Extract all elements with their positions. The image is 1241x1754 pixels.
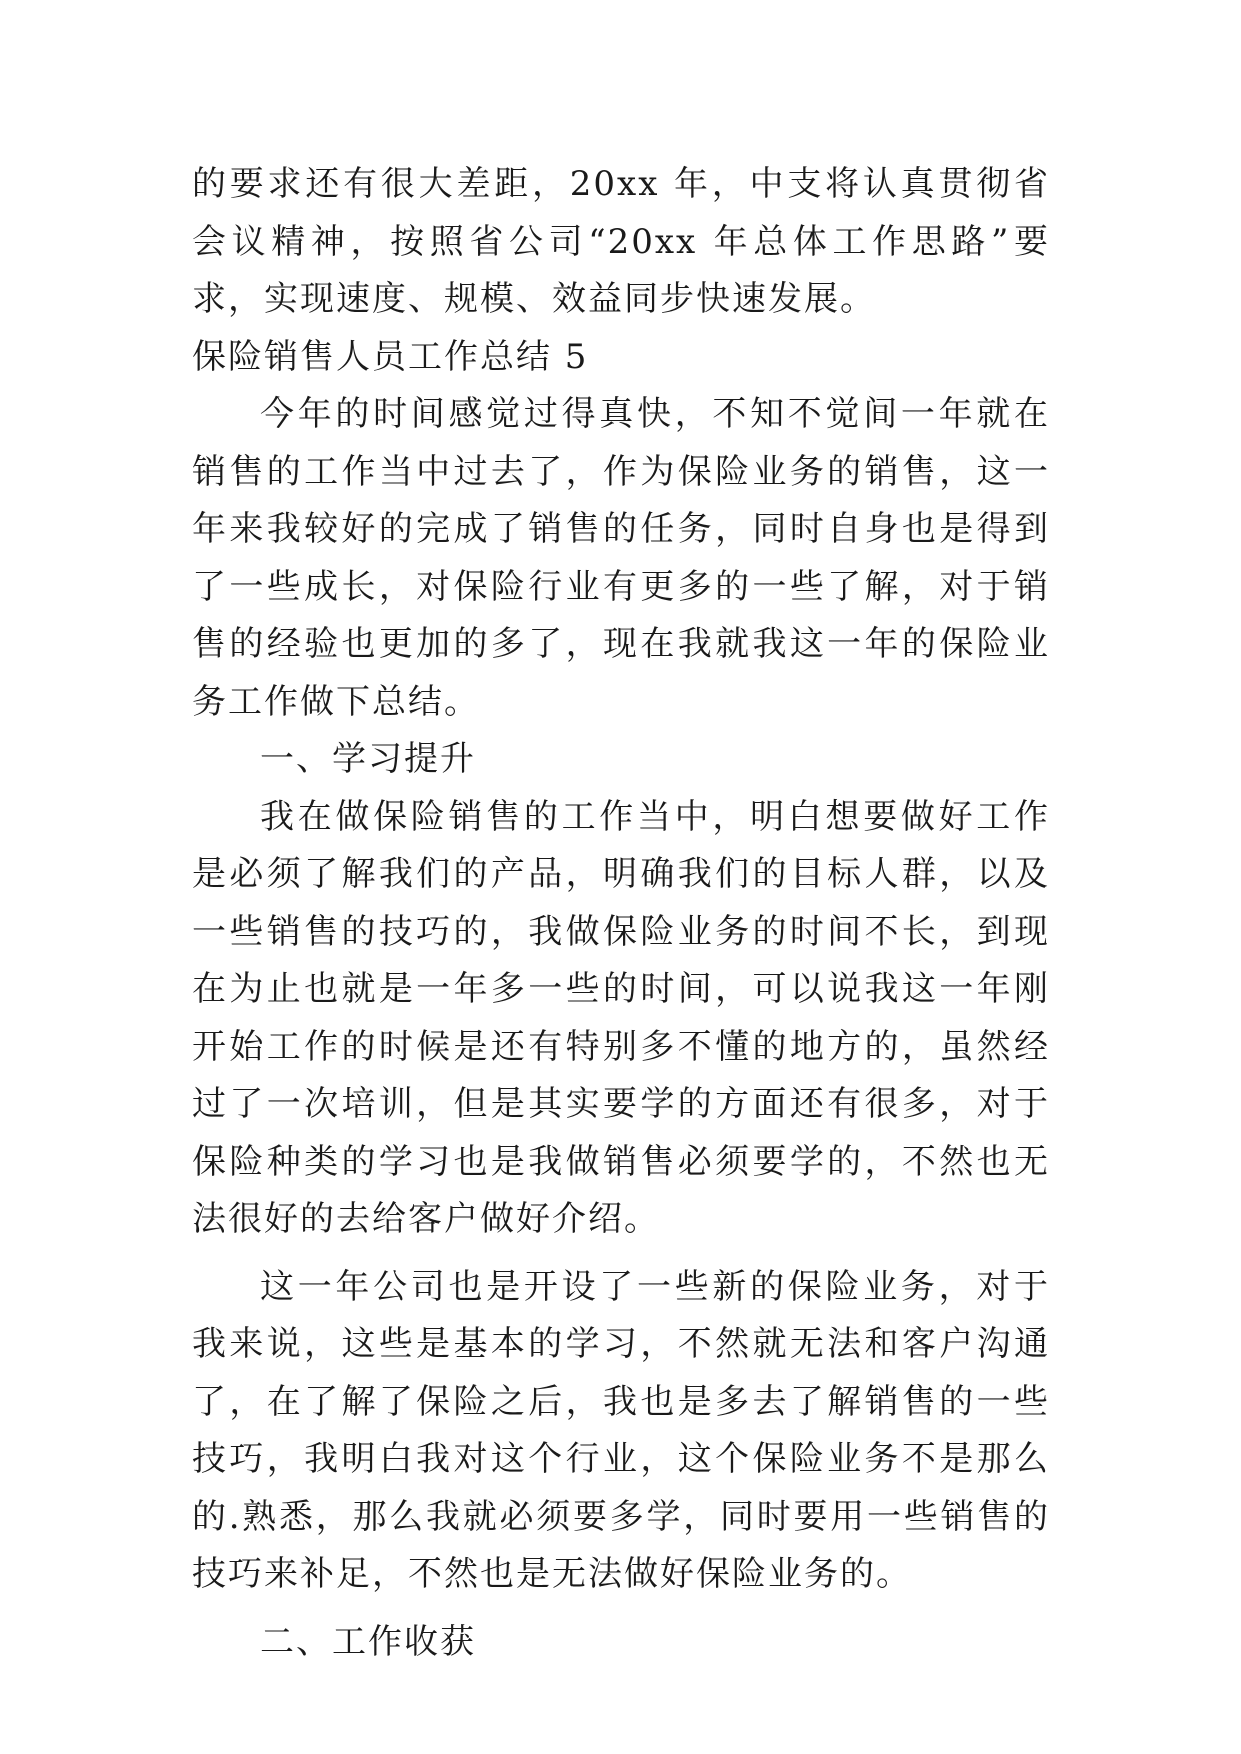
- document-body: [192, 156, 1050, 1671]
- section1-paragraph-2: 这一年公司也是开设了一些新的保险业务，对于我来说，这些是基本的学习，不然就无法和客户沟通了，在了解了保险之后，我也是多去了解销售的一些技巧，我明白我对这个行业，这个保险业务不是那么的.熟悉，那么我就必须要多学，同时要用一些销售的技巧来补足，不然也是无法做好保险业务的。: [192, 1266, 1050, 1594]
- section-heading-learning: 一、学习提升: [260, 739, 476, 779]
- intro-paragraph: 今年的时间感觉过得真快，不知不觉间一年就在销售的工作当中过去了，作为保险业务的销售，这一年来我较好的完成了销售的任务，同时自身也是得到了一些成长，对保险行业有更多的一些了解，对于销售的经验也更加的多了，现在我就我这一年的保险业务工作做下总结。: [192, 394, 1050, 722]
- opening-paragraph: 的要求还有很大差距，20xx 年，中支将认真贯彻省会议精神，按照省公司“20xx 年总体工作思路”要求，实现速度、规模、效益同步快速发展。: [192, 164, 1050, 319]
- section1-paragraph-1: 我在做保险销售的工作当中，明白想要做好工作是必须了解我们的产品，明确我们的目标人群，以及一些销售的技巧的，我做保险业务的时间不长，到现在为止也就是一年多一些的时间，可以说我这一年刚开始工作的时候是还有特别多不懂的地方的，虽然经过了一次培训，但是其实要学的方面还有很多，对于保险种类的学习也是我做销售必须要学的，不然也无法很好的去给客户做好介绍。: [192, 796, 1050, 1239]
- document-title: 保险销售人员工作总结 5: [192, 336, 589, 377]
- section-heading-gains: 二、工作收获: [260, 1621, 476, 1662]
- paragraph-spacer: [192, 1604, 1050, 1614]
- paragraph-spacer: [192, 1249, 1050, 1259]
